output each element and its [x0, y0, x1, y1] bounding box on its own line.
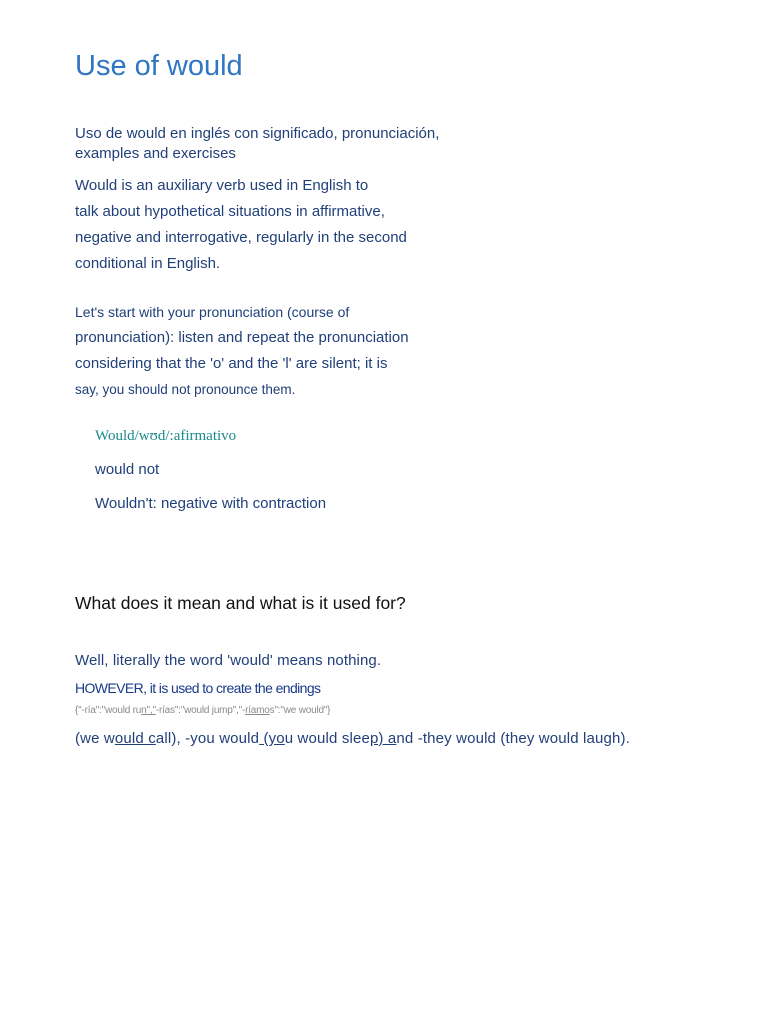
pronunciation-line: pronunciation): listen and repeat the pronunciation [75, 329, 409, 346]
examples-underlined: (yo [259, 730, 285, 747]
meaning-line: Well, literally the word 'would' means nothing. [75, 652, 382, 669]
endings-json-text [75, 705, 330, 716]
section-heading: What does it mean and what is it used for? [75, 593, 406, 613]
pronunciation-paragraph [75, 299, 409, 403]
endings-text: s":"we would"} [269, 705, 331, 716]
examples-line [75, 730, 630, 747]
meaning-line: HOWEVER, it is used to create the endings [75, 680, 321, 696]
page-title: Use of would [75, 50, 243, 82]
examples-text: nd -they would (they would laugh). [396, 730, 630, 747]
verb-forms-list [95, 424, 326, 526]
form-negative: would not [95, 461, 160, 478]
endings-underlined: n"," [141, 705, 156, 716]
examples-text: all), -you would [155, 730, 260, 747]
intro-paragraph [75, 173, 407, 277]
intro-line: conditional in English. [75, 255, 221, 272]
examples-text: (we w [75, 730, 115, 747]
examples-underlined: ould c [114, 730, 156, 747]
examples-underlined: p) a [369, 730, 397, 747]
endings-text: {"-ría":"would ru [75, 705, 142, 716]
intro-line: negative and interrogative, regularly in the second [75, 229, 407, 246]
pronunciation-line: considering that the 'o' and the 'l' are silent; it is [75, 355, 388, 372]
subtitle: Uso de would en inglés con significado, pronunciación, examples and exercises [75, 125, 440, 162]
form-contraction: Wouldn't: negative with contraction [95, 495, 327, 512]
examples-text: u would slee [284, 730, 370, 747]
pronunciation-line: Let's start with your pronunciation (course of [75, 304, 350, 320]
intro-line: Would is an auxiliary verb used in English to [75, 177, 369, 194]
pronunciation-line: say, you should not pronounce them. [75, 382, 296, 397]
form-affirmative: Would/wʊd/:afirmativo [95, 428, 237, 444]
intro-line: talk about hypothetical situations in affirmative, [75, 203, 385, 220]
endings-underlined: ríamo [245, 705, 270, 716]
endings-text: -rías":"would jump","- [155, 705, 246, 716]
